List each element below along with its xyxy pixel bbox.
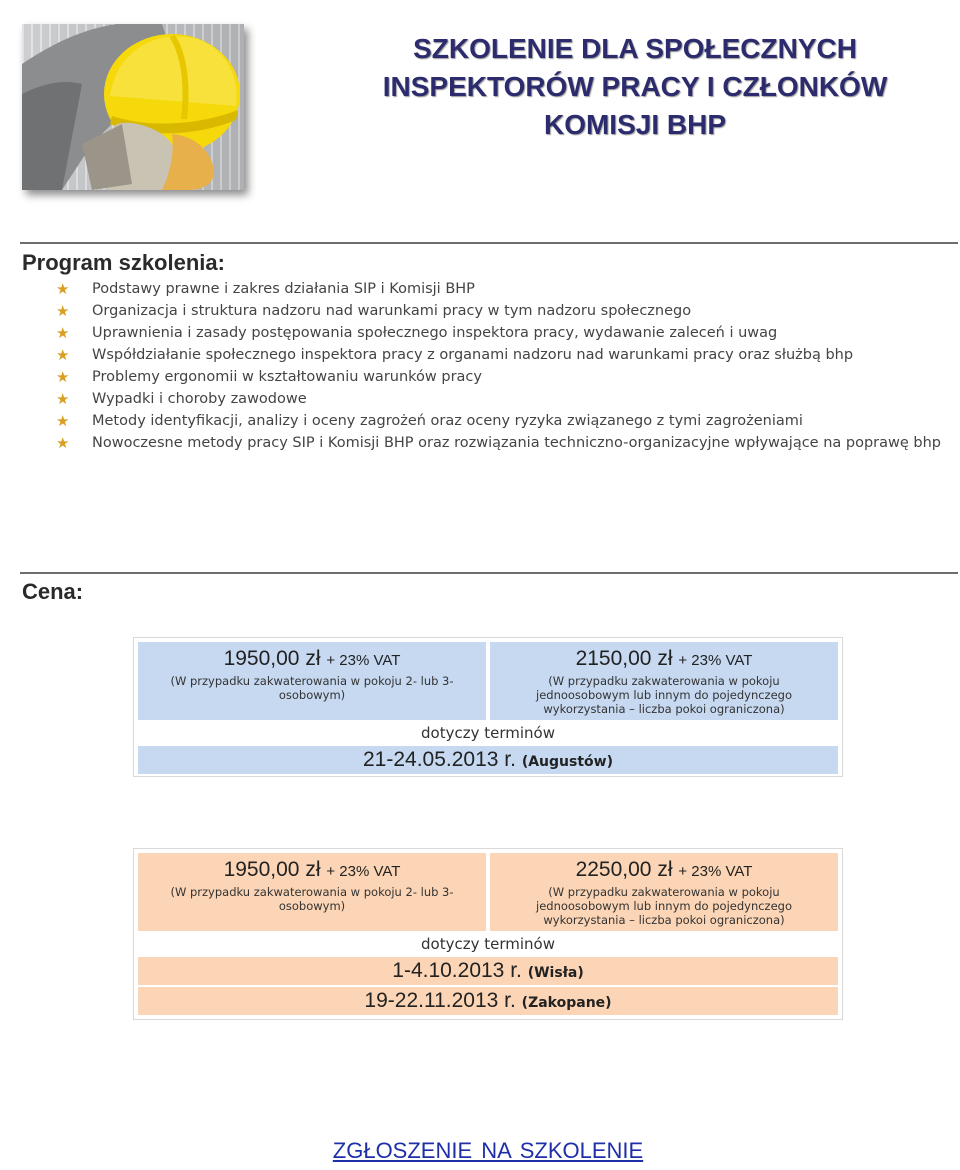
list-item: ★ Podstawy prawne i zakres działania SIP i Komisji BHP: [56, 280, 475, 298]
star-bullet-icon: ★: [56, 324, 70, 342]
hard-hat-photo: [22, 24, 244, 190]
list-item: ★ Uprawnienia i zasady postępowania społecznego inspektora pracy, wydawanie zaleceń i uwag: [56, 324, 778, 342]
list-item: ★ Nowoczesne metody pracy SIP i Komisji BHP oraz rozwiązania techniczno-organizacyjne wpływające na poprawę bhp: [56, 434, 942, 452]
star-bullet-icon: ★: [56, 302, 70, 320]
price-note: (W przypadku zakwaterowania w pokoju 2- lub 3-osobowym): [170, 674, 454, 702]
list-item: ★ Metody identyfikacji, analizy i oceny zagrożeń oraz oceny ryzyka związanego z tymi zagrożeniami: [56, 412, 803, 430]
price-table-augustow: [133, 637, 843, 777]
star-bullet-icon: ★: [56, 368, 70, 386]
price-cell-single-room: [490, 642, 838, 720]
hard-hat-icon: [22, 24, 244, 190]
page-title: SZKOLENIE DLA SPOŁECZNYCH INSPEKTORÓW PRACY I CZŁONKÓW KOMISJI BHP: [382, 33, 888, 140]
list-item: ★ Współdziałanie społecznego inspektora pracy z organami nadzoru nad warunkami pracy oraz służbą bhp: [56, 346, 854, 364]
vat-label: + 23% VAT: [326, 863, 401, 880]
list-item: ★ Problemy ergonomii w kształtowaniu warunków pracy: [56, 368, 482, 386]
place-label: (Wisła): [527, 965, 584, 981]
date-row: [138, 746, 838, 774]
divider: [20, 572, 958, 574]
price-value: 2250,00 zł: [575, 858, 673, 881]
price-value: 2150,00 zł: [575, 647, 673, 670]
price-note: (W przypadku zakwaterowania w pokoju 2- lub 3-osobowym): [170, 885, 454, 913]
place-label: (Augustów): [521, 754, 613, 770]
price-table-wisla-zakopane: [133, 848, 843, 1020]
registration-link[interactable]: ZGŁOSZENIE NA SZKOLENIE: [332, 1138, 644, 1163]
star-bullet-icon: ★: [56, 434, 70, 452]
program-list: [56, 278, 956, 454]
vat-label: + 23% VAT: [326, 652, 401, 669]
applies-label: dotyczy terminów: [421, 724, 555, 742]
price-value: 1950,00 zł: [223, 647, 321, 670]
price-cell-shared-room: [138, 853, 486, 931]
list-item: ★ Wypadki i choroby zawodowe: [56, 390, 307, 408]
date-row: [138, 957, 838, 985]
program-heading: Program szkolenia:: [22, 250, 225, 275]
date-value: 1-4.10.2013 r.: [392, 959, 522, 982]
star-bullet-icon: ★: [56, 390, 70, 408]
star-bullet-icon: ★: [56, 412, 70, 430]
place-label: (Zakopane): [521, 995, 612, 1011]
price-heading: Cena:: [22, 579, 84, 604]
star-bullet-icon: ★: [56, 280, 70, 298]
vat-label: + 23% VAT: [678, 652, 753, 669]
date-row: [138, 987, 838, 1015]
price-note: (W przypadku zakwaterowania w pokoju jednoosobowym lub innym do pojedynczego wykorzystania – liczba pokoi ograniczona): [536, 674, 792, 716]
price-note: (W przypadku zakwaterowania w pokoju jednoosobowym lub innym do pojedynczego wykorzystania – liczba pokoi ograniczona): [536, 885, 792, 927]
price-value: 1950,00 zł: [223, 858, 321, 881]
date-value: 19-22.11.2013 r.: [364, 989, 516, 1012]
applies-label: dotyczy terminów: [421, 935, 555, 953]
vat-label: + 23% VAT: [678, 863, 753, 880]
date-value: 21-24.05.2013 r.: [363, 748, 516, 771]
list-item: ★ Organizacja i struktura nadzoru nad warunkami pracy w tym nadzoru społecznego: [56, 302, 692, 320]
star-bullet-icon: ★: [56, 346, 70, 364]
price-cell-shared-room: [138, 642, 486, 720]
divider: [20, 242, 958, 244]
price-cell-single-room: [490, 853, 838, 931]
